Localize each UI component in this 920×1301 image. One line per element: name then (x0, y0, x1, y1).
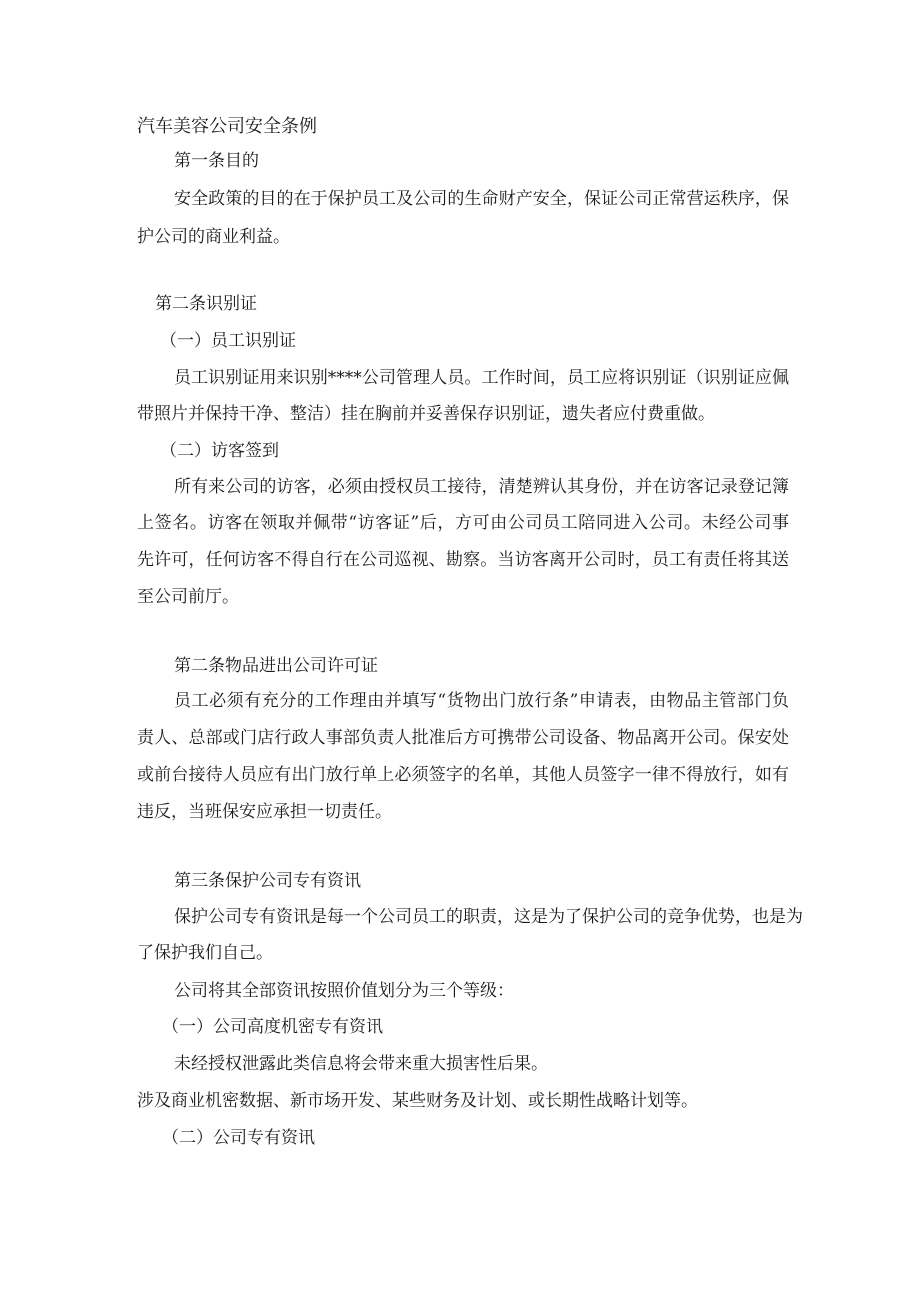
paragraph-line: 未经授权泄露此类信息将会带来重大损害性后果。 (174, 1054, 548, 1074)
paragraph-line: 带照片并保持干净、整洁）挂在胸前并妥善保存识别证，遗失者应付费重做。 (137, 404, 715, 424)
document-title: 汽车美容公司安全条例 (137, 116, 317, 137)
paragraph-line: 所有来公司的访客，必须由授权员工接待，清楚辨认其身份，并在访客记录登记簿 (174, 477, 789, 497)
paragraph-line: 先许可，任何访客不得自行在公司巡视、勘察。当访客离开公司时，员工有责任将其送 (137, 550, 789, 570)
paragraph-line: 或前台接待人员应有出门放行单上必须签字的名单，其他人员签字一律不得放行，如有 (137, 765, 789, 785)
paragraph-line: 员工识别证用来识别****公司管理人员。工作时间，员工应将识别证（识别证应佩 (174, 368, 789, 388)
paragraph-line: 至公司前厅。 (137, 587, 239, 607)
paragraph-line: 上签名。访客在领取并佩带“访客证”后，方可由公司员工陪同进入公司。未经公司事 (137, 513, 789, 533)
paragraph-line: 员工必须有充分的工作理由并填写“货物出门放行条”申请表，由物品主管部门负 (174, 691, 789, 711)
paragraph-line: 了保护我们自己。 (137, 943, 273, 963)
paragraph-line: 违反，当班保安应承担一切责任。 (137, 802, 392, 822)
paragraph-line: 护公司的商业利益。 (137, 227, 290, 247)
section-heading: 第三条保护公司专有资讯 (174, 871, 361, 891)
paragraph-line: 涉及商业机密数据、新市场开发、某些财务及计划、或长期性战略计划等。 (137, 1091, 698, 1111)
paragraph-line: 安全政策的目的在于保护员工及公司的生命财产安全，保证公司正常营运秩序，保 (174, 189, 789, 209)
subsection-heading: （一）公司高度机密专有资讯 (162, 1017, 383, 1037)
subsection-heading: （二）访客签到 (160, 441, 279, 461)
paragraph-line: 保护公司专有资讯是每一个公司员工的职责，这是为了保护公司的竞争优势，也是为 (174, 907, 803, 927)
section-heading: 第一条目的 (174, 151, 259, 171)
subsection-heading: （二）公司专有资讯 (162, 1128, 315, 1148)
paragraph-line: 公司将其全部资讯按照价值划分为三个等级： (174, 981, 514, 1001)
paragraph-line: 责人、总部或门店行政人事部负责人批准后方可携带公司设备、物品离开公司。保安处 (137, 728, 789, 748)
section-heading: 第二条识别证 (155, 294, 257, 314)
subsection-heading: （一）员工识别证 (160, 331, 296, 351)
section-heading: 第二条物品进出公司许可证 (174, 656, 378, 676)
